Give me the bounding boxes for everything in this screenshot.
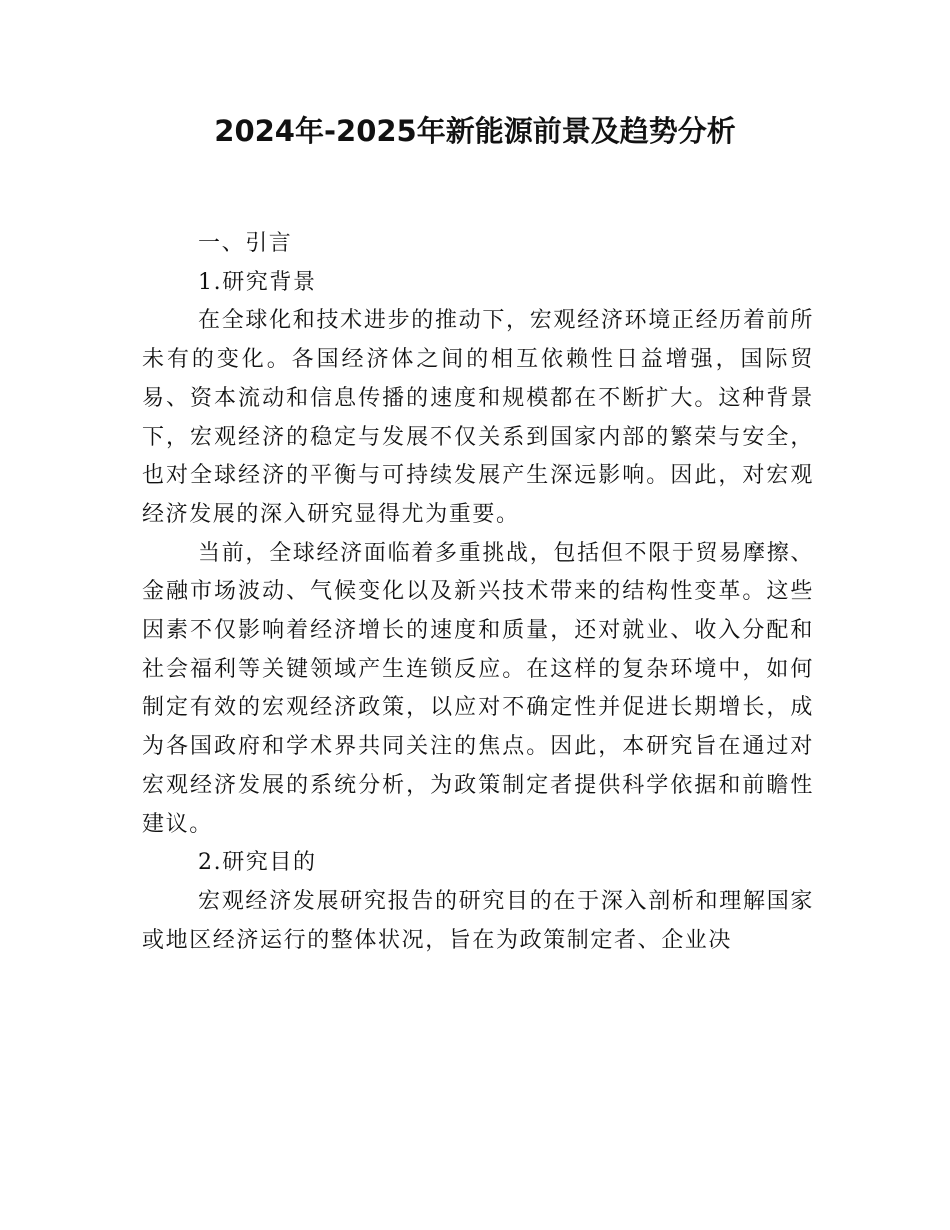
- document-body: [142, 225, 814, 960]
- subsection-heading-research-background: 1.研究背景: [198, 269, 317, 295]
- paragraph-background-1: 在全球化和技术进步的推动下，宏观经济环境正经历着前所未有的变化。各国经济体之间的相互依赖性日益增强，国际贸易、资本流动和信息传播的速度和规模都在不断扩大。这种背景下，宏观经济的稳定与发展不仅关系到国家内部的繁荣与安全，也对全球经济的平衡与可持续发展产生深远影响。因此，对宏观经济发展的深入研究显得尤为重要。: [142, 308, 814, 527]
- subsection-heading-research-purpose: 2.研究目的: [198, 850, 317, 876]
- paragraph-background-2: 当前，全球经济面临着多重挑战，包括但不限于贸易摩擦、金融市场波动、气候变化以及新兴技术带来的结构性变革。这些因素不仅影响着经济增长的速度和质量，还对就业、收入分配和社会福利等关键领域产生连锁反应。在这样的复杂环境中，如何制定有效的宏观经济政策，以应对不确定性并促进长期增长，成为各国政府和学术界共同关注的焦点。因此，本研究旨在通过对宏观经济发展的系统分析，为政策制定者提供科学依据和前瞻性建议。: [142, 540, 814, 837]
- paragraph-purpose-1: 宏观经济发展研究报告的研究目的在于深入剖析和理解国家或地区经济运行的整体状况，旨在为政策制定者、企业决: [142, 888, 814, 953]
- document-title: 2024年-2025年新能源前景及趋势分析: [214, 114, 736, 148]
- section-heading-introduction: 一、引言: [198, 231, 293, 256]
